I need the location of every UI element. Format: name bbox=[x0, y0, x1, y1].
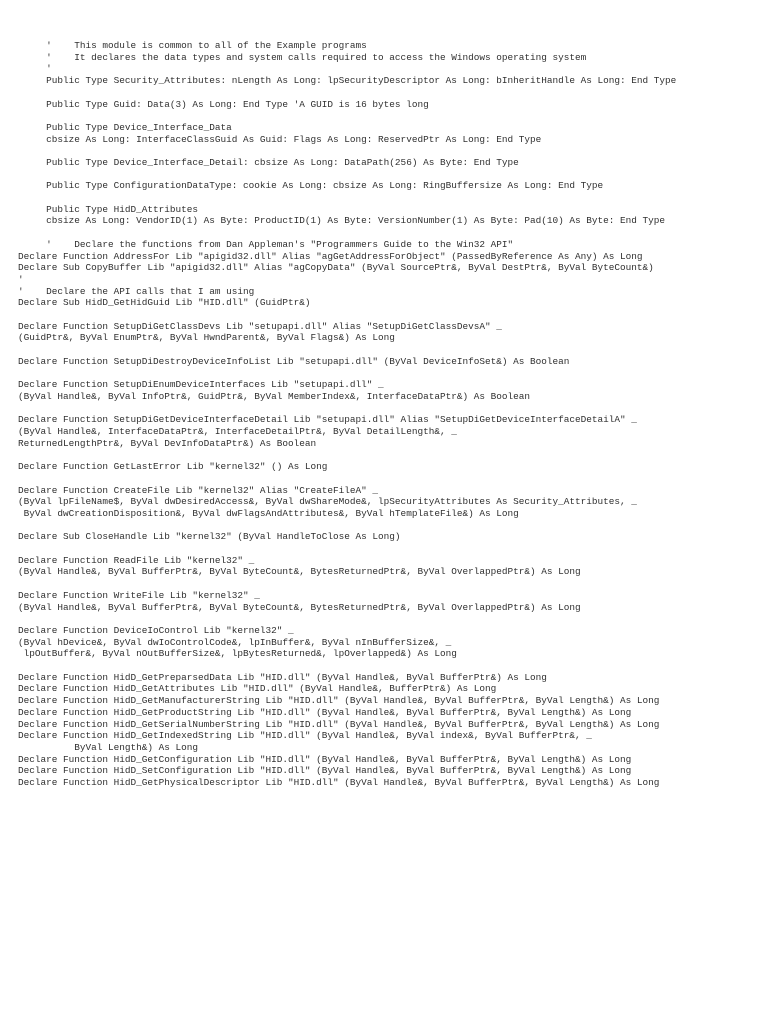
code-line: Declare Function HidD_GetManufacturerString Lib "HID.dll" (ByVal Handle&, ByVal BufferPtr&, ByVal Length&) As Long bbox=[18, 695, 660, 707]
blank-line bbox=[18, 578, 676, 590]
blank-line bbox=[18, 145, 676, 157]
blank-line bbox=[18, 87, 676, 99]
code-line: Declare Function HidD_GetProductString Lib "HID.dll" (ByVal Handle&, ByVal BufferPtr&, ByVal Length&) As Long bbox=[18, 706, 632, 718]
code-line: ' bbox=[18, 63, 52, 75]
code-line: ' bbox=[18, 273, 24, 285]
code-line: Declare Function HidD_GetPhysicalDescriptor Lib "HID.dll" (ByVal Handle&, ByVal BufferPtr&, ByVal Length&) As Long bbox=[18, 777, 660, 789]
code-line: Declare Function AddressFor Lib "apigid32.dll" Alias "agGetAddressForObject" (PassedByReference As Any) As Long bbox=[18, 250, 643, 262]
code-line: Public Type Device_Interface_Detail: cbsize As Long: DataPath(256) As Byte: End Type bbox=[18, 156, 519, 168]
blank-line bbox=[18, 192, 676, 204]
code-line: (ByVal lpFileName$, ByVal dwDesiredAccess&, ByVal dwShareMode&, lpSecurityAttributes As Security_Attributes, _ bbox=[18, 496, 637, 508]
code-line: Declare Function HidD_GetPreparsedData Lib "HID.dll" (ByVal Handle&, ByVal BufferPtr&) As Long bbox=[18, 671, 547, 683]
blank-line bbox=[18, 227, 676, 239]
blank-line bbox=[18, 660, 676, 672]
blank-line bbox=[18, 473, 676, 485]
blank-line bbox=[18, 169, 676, 181]
code-line: Public Type HidD_Attributes bbox=[18, 203, 199, 215]
code-line: ByVal Length&) As Long bbox=[18, 741, 199, 753]
code-line: (ByVal Handle&, ByVal BufferPtr&, ByVal ByteCount&, BytesReturnedPtr&, ByVal OverlappedPtr&) As Long bbox=[18, 566, 581, 578]
code-line: ' Declare the functions from Dan Appleman's "Programmers Guide to the Win32 API" bbox=[18, 238, 514, 250]
code-line: (GuidPtr&, ByVal EnumPtr&, ByVal HwndParent&, ByVal Flags&) As Long bbox=[18, 332, 395, 344]
code-line: Public Type Device_Interface_Data bbox=[18, 121, 232, 133]
vb-source-listing bbox=[18, 40, 676, 789]
code-line: (ByVal Handle&, ByVal InfoPtr&, GuidPtr&, ByVal MemberIndex&, InterfaceDataPtr&) As Boolean bbox=[18, 390, 530, 402]
code-line: ' This module is common to all of the Example programs bbox=[18, 40, 367, 51]
code-line: ByVal dwCreationDisposition&, ByVal dwFlagsAndAttributes&, ByVal hTemplateFile&) As Long bbox=[18, 507, 519, 519]
code-line: Declare Function SetupDiGetDeviceInterfaceDetail Lib "setupapi.dll" Alias "SetupDiGetDeviceInterfaceDetailA" _ bbox=[18, 414, 637, 426]
code-line: Public Type Security_Attributes: nLength As Long: lpSecurityDescriptor As Long: bInheritHandle As Long: End Type bbox=[18, 75, 677, 87]
blank-line bbox=[18, 368, 676, 380]
code-line: Declare Function HidD_GetIndexedString Lib "HID.dll" (ByVal Handle&, ByVal index&, ByVal BufferPtr&, _ bbox=[18, 730, 592, 742]
code-line: cbsize As Long: InterfaceClassGuid As Guid: Flags As Long: ReservedPtr As Long: End Type bbox=[18, 133, 542, 145]
code-line: Declare Function SetupDiGetClassDevs Lib "setupapi.dll" Alias "SetupDiGetClassDevsA" _ bbox=[18, 320, 502, 332]
code-line: ReturnedLengthPtr&, ByVal DevInfoDataPtr&) As Boolean bbox=[18, 437, 317, 449]
blank-line bbox=[18, 403, 676, 415]
code-line: Declare Function SetupDiEnumDeviceInterfaces Lib "setupapi.dll" _ bbox=[18, 379, 384, 391]
code-line: Public Type ConfigurationDataType: cookie As Long: cbsize As Long: RingBuffersize As Long: End Type bbox=[18, 180, 604, 192]
blank-line bbox=[18, 344, 676, 356]
code-line: (ByVal Handle&, ByVal BufferPtr&, ByVal ByteCount&, BytesReturnedPtr&, ByVal OverlappedPtr&) As Long bbox=[18, 601, 581, 613]
code-line: Declare Sub CopyBuffer Lib "apigid32.dll" Alias "agCopyData" (ByVal SourcePtr&, ByVal DestPtr&, ByVal ByteCount&) bbox=[18, 262, 654, 274]
code-line: ' It declares the data types and system calls required to access the Windows operating system bbox=[18, 51, 587, 63]
blank-line bbox=[18, 613, 676, 625]
code-line: Declare Function ReadFile Lib "kernel32" _ bbox=[18, 554, 255, 566]
code-line: Declare Function HidD_GetAttributes Lib "HID.dll" (ByVal Handle&, BufferPtr&) As Long bbox=[18, 683, 497, 695]
code-line: Declare Function GetLastError Lib "kernel32" () As Long bbox=[18, 461, 328, 473]
code-line: Declare Function HidD_GetConfiguration Lib "HID.dll" (ByVal Handle&, ByVal BufferPtr&, ByVal Length&) As Long bbox=[18, 753, 632, 765]
code-line: (ByVal Handle&, InterfaceDataPtr&, InterfaceDetailPtr&, ByVal DetailLength&, _ bbox=[18, 426, 457, 438]
code-line: Declare Function HidD_SetConfiguration Lib "HID.dll" (ByVal Handle&, ByVal BufferPtr&, ByVal Length&) As Long bbox=[18, 765, 632, 777]
code-line: Declare Function SetupDiDestroyDeviceInfoList Lib "setupapi.dll" (ByVal DeviceInfoSet&) As Boolean bbox=[18, 355, 570, 367]
blank-line bbox=[18, 543, 676, 555]
blank-line bbox=[18, 520, 676, 532]
blank-line bbox=[18, 110, 676, 122]
code-line: (ByVal hDevice&, ByVal dwIoControlCode&, lpInBuffer&, ByVal nInBufferSize&, _ bbox=[18, 636, 452, 648]
code-line: Declare Sub HidD_GetHidGuid Lib "HID.dll" (GuidPtr&) bbox=[18, 297, 311, 309]
code-line: Declare Function DeviceIoControl Lib "kernel32" _ bbox=[18, 624, 294, 636]
code-line: Declare Function CreateFile Lib "kernel32" Alias "CreateFileA" _ bbox=[18, 484, 379, 496]
code-line: Declare Function WriteFile Lib "kernel32" _ bbox=[18, 589, 260, 601]
code-line: Declare Function HidD_GetSerialNumberString Lib "HID.dll" (ByVal Handle&, ByVal BufferPtr&, ByVal Length&) As Long bbox=[18, 718, 660, 730]
blank-line bbox=[18, 449, 676, 461]
code-line: Declare Sub CloseHandle Lib "kernel32" (ByVal HandleToClose As Long) bbox=[18, 531, 401, 543]
blank-line bbox=[18, 309, 676, 321]
code-line: Public Type Guid: Data(3) As Long: End Type 'A GUID is 16 bytes long bbox=[18, 98, 429, 110]
code-line: cbsize As Long: VendorID(1) As Byte: ProductID(1) As Byte: VersionNumber(1) As Byte: Pad(10) As Byte: End Type bbox=[18, 215, 665, 227]
code-line: lpOutBuffer&, ByVal nOutBufferSize&, lpBytesReturned&, lpOverlapped&) As Long bbox=[18, 648, 457, 660]
code-line: ' Declare the API calls that I am using bbox=[18, 285, 255, 297]
